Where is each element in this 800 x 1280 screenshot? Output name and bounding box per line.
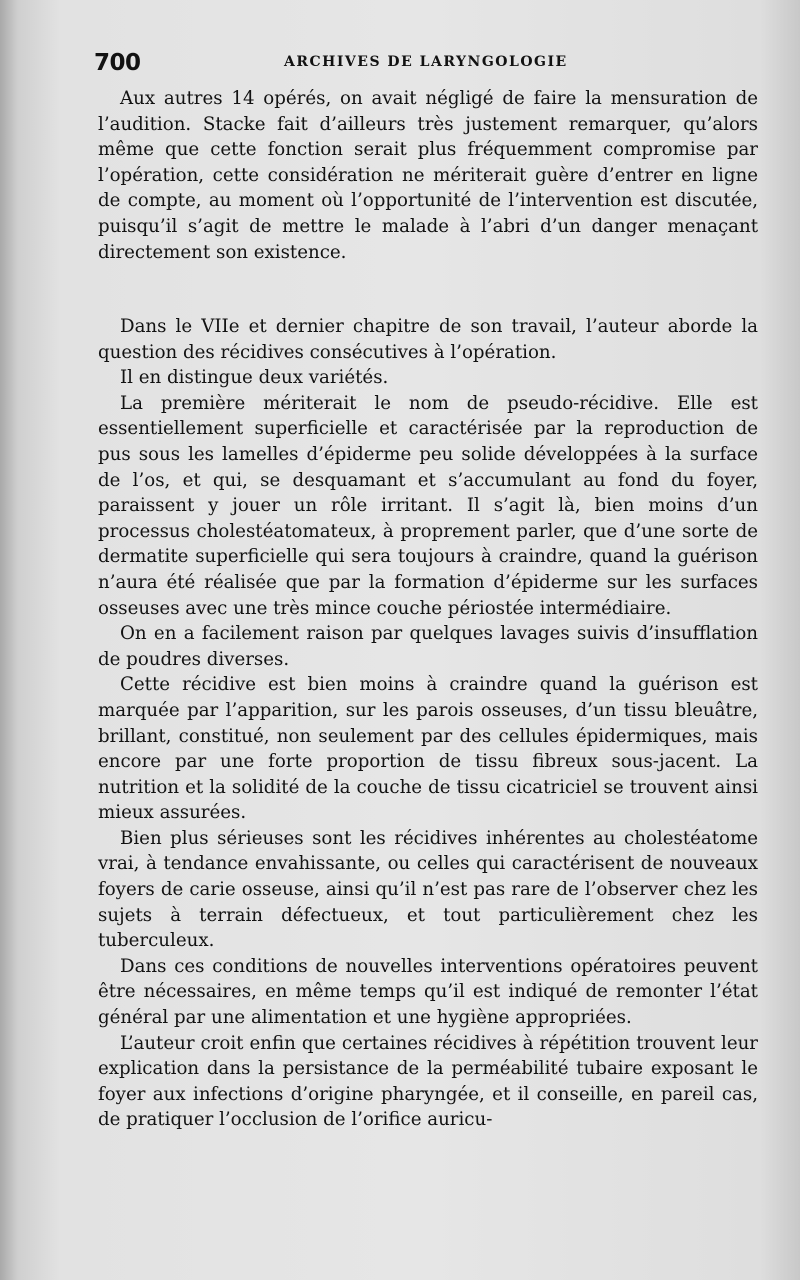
- paragraph: Bien plus sérieuses sont les récidives inhérentes au cholestéatome vrai, à tendance envahissante, ou celles qui caractérisent de nouveaux foyers de carie osseuse, ainsi qu’il n’est pas rare de l’observer chez les sujets à terrain défectueux, et tout particulièrement chez les tuberculeux.: [98, 827, 758, 952]
- paragraph: Dans ces conditions de nouvelles interventions opératoires peuvent être nécessaires, en même temps qu’il est indiqué de remonter l’état général par une alimentation et une hygiène appropriées.: [98, 955, 758, 1029]
- text-block-main: [98, 314, 758, 1133]
- page-number: 700: [94, 50, 141, 76]
- text-block-top: [98, 86, 758, 265]
- page-header: [94, 44, 754, 84]
- paragraph: Dans le VIIe et dernier chapitre de son travail, l’auteur aborde la question des récidives consécutives à l’opération.: [98, 316, 758, 363]
- paragraph: Aux autres 14 opérés, on avait négligé de faire la mensuration de l’audition. Stacke fait d’ailleurs très justement remarquer, qu’alors même que cette fonction serait plus fréquemment compromise par l’opération, cette considération ne mériterait guère d’entrer en ligne de compte, au moment où l’opportunité de l’intervention est discutée, puisqu’il s’agit de mettre le malade à l’abri d’un danger menaçant directement son existence.: [98, 88, 758, 263]
- paragraph: Il en distingue deux variétés.: [120, 367, 389, 389]
- paragraph: On en a facilement raison par quelques lavages suivis d’insufflation de poudres diverses.: [98, 623, 758, 670]
- paragraph: La première mériterait le nom de pseudo-récidive. Elle est essentiellement superficielle et caractérisée par la reproduction de pus sous les lamelles d’épiderme peu solide développées à la surface de l’os, et qui, se desquamant et s’accumulant au fond du foyer, paraissent y jouer un rôle irritant. Il s’agit là, bien moins d’un processus cholestéatomateux, à proprement parler, que d’une sorte de dermatite superficielle qui sera toujours à craindre, quand la guérison n’aura été réalisée que par la formation d’épiderme sur les surfaces osseuses avec une très mince couche périostée intermédiaire.: [98, 392, 758, 619]
- running-title: ARCHIVES DE LARYNGOLOGIE: [284, 54, 568, 70]
- paragraph: L’auteur croit enfin que certaines récidives à répétition trouvent leur explication dans la persistance de la perméabilité tubaire exposant le foyer aux infections d’origine pharyngée, et il conseille, en pareil cas, de pratiquer l’occlusion de l’orifice auricu-: [98, 1032, 758, 1131]
- paragraph: Cette récidive est bien moins à craindre quand la guérison est marquée par l’apparition, sur les parois osseuses, d’un tissu bleuâtre, brillant, constitué, non seulement par des cellules épidermiques, mais encore par une forte proportion de tissu fibreux sous-jacent. La nutrition et la solidité de la couche de tissu cicatriciel se trouvent ainsi mieux assurées.: [98, 674, 758, 824]
